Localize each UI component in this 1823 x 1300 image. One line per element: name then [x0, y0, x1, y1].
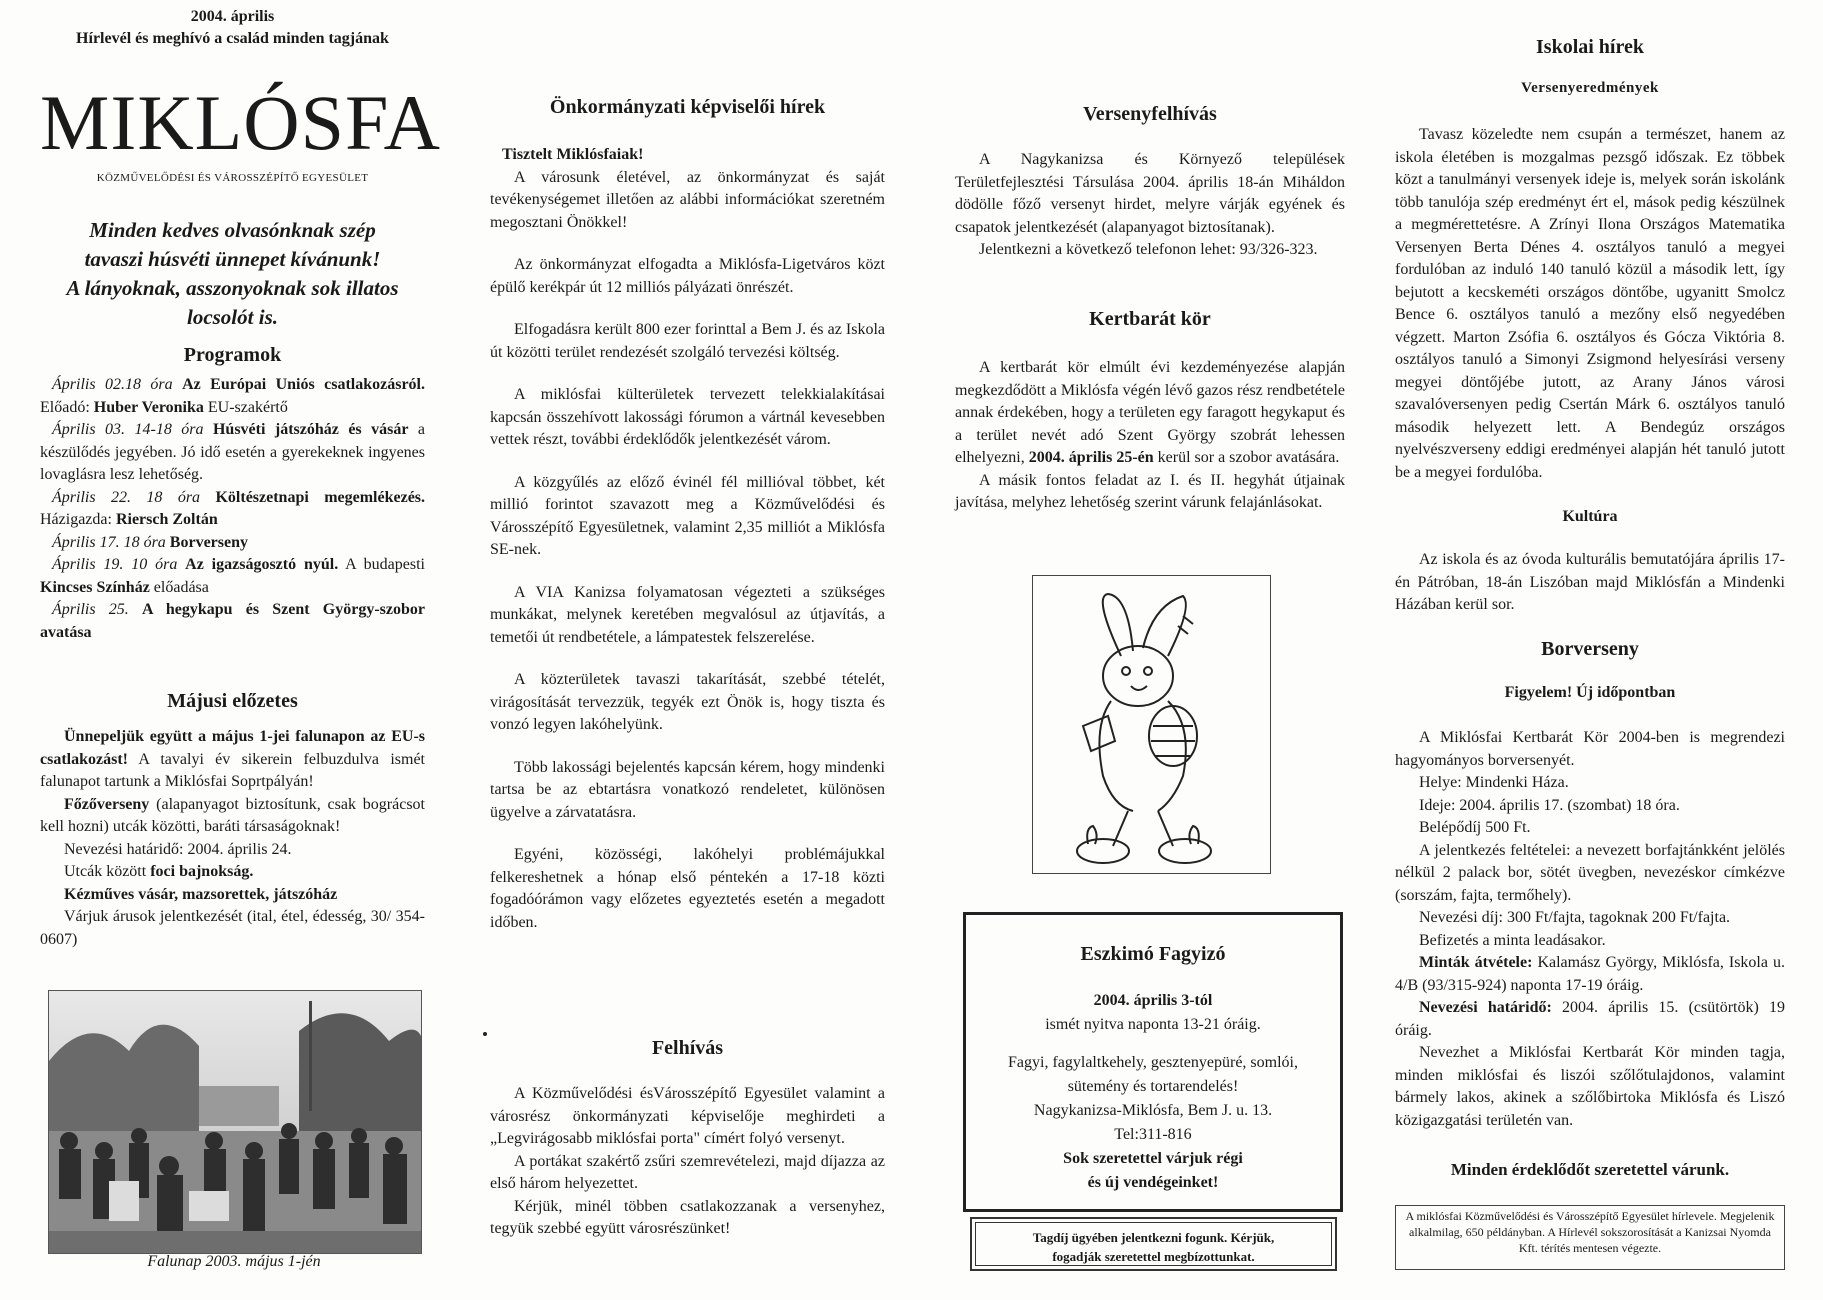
fee-note-line: Tagdíj ügyében jelentkezni fogunk. Kérjük, — [1032, 1230, 1275, 1245]
greeting-line: Minden kedves olvasónknak szép — [89, 218, 376, 242]
salutation: Tisztelt Miklósfaiak! — [502, 146, 644, 163]
council-paragraph: A közterületek tavaszi takarítását, szebbé tételét, virágosítását tervezzük, tegyék ezt Önök is, hogy tiszta és vonzó legyen lakóhelyünk. — [490, 671, 885, 733]
ad-phone: Tel:311-816 — [1114, 1126, 1192, 1143]
may-vendors: Várjuk árusok jelentkezését (ital, étel, édesség, 30/ 354-0607) — [40, 908, 425, 948]
wine-contest-subtitle: Figyelem! Új időpontban — [1504, 684, 1676, 701]
may-deadline: Nevezési határidő: 2004. április 24. — [64, 840, 292, 858]
program-item: Április 19. 10 óra Az igazságosztó nyúl. A budapesti Kincses Színház előadása — [40, 556, 425, 596]
wine-conditions: A jelentkezés feltételei: a nevezett borfajtánkként jelölés nélkül 2 palack bor, sötét üvegben, nevezéskor címkézve (sorszám, fajta, termőhely). — [1395, 841, 1785, 904]
garden-club-body — [955, 357, 1345, 515]
greeting-line: locsolót is. — [186, 305, 278, 329]
call-paragraph: A portákat szakértő zsűri szemrevételezi, majd díjazza az első három helyezettet. — [490, 1152, 885, 1192]
issue-date: 2004. április — [190, 8, 275, 25]
contest-phone: Jelentkezni a következő telefonon lehet: 93/326-323. — [979, 241, 1318, 258]
publisher-info: A miklósfai Közművelődési és Városszépítő Egyesület hírlevele. Megjelenik alkalmilag, 650 példányban. A Hírlevél sokszorosítását a Kanizsai Nyomda Kft. térítés mentesen végezte. — [1395, 1205, 1785, 1270]
wine-contest-body — [1395, 727, 1785, 1132]
call-heading: Felhívás — [651, 1037, 724, 1059]
program-item: Április 22. 18 óra Költészetnapi megemlékezés. Házigazda: Riersch Zoltán — [40, 488, 426, 528]
council-paragraph: A közgyűlés az előző évinél fél millióval többet, két millió forintot szavazott meg a Közművelődési és Városszépítő Egyesületnek, valamint 2,35 milliót a Miklósfa SE-nek. — [490, 473, 885, 558]
wine-entry-fee: Nevezési díj: 300 Ft/fajta, tagoknak 200 Ft/fajta. — [1419, 909, 1731, 926]
fee-note-line: fogadják szeretettel megbízottunkat. — [1052, 1249, 1255, 1264]
council-paragraph: A városunk életével, az önkormányzat és saját tevékenységemet illetően az alábbi információkat szeretném megosztani Önökkel! — [490, 168, 885, 231]
greeting-line: A lányoknak, asszonyoknak sok illatos — [66, 276, 399, 300]
ad-closing: és új vendégeinket! — [1087, 1174, 1219, 1191]
results-heading: Versenyeredmények — [1521, 80, 1659, 96]
may-football: Utcák között foci bajnokság. — [64, 863, 254, 880]
programs-list — [40, 374, 425, 644]
program-item: Április 02.18 óra Az Európai Uniós csatlakozásról. Előadó: Huber Veronika EU-szakértő — [40, 376, 425, 416]
issue-subtitle: Hírlevél és meghívó a család minden tagjának — [76, 30, 389, 47]
council-paragraph: A miklósfai külterületek tervezett telekkialakításai kapcsán összehívott lakossági fórumon a vártnál kevesebben vettek részt, további érdeklődők jelentkezését várom. — [490, 386, 885, 448]
council-paragraph: Az önkormányzat elfogadta a Miklósfa-Ligetváros közt épülő kerékpár út 12 milliós pályázati önrészét. — [490, 256, 885, 296]
ad-body — [966, 989, 1340, 1195]
council-news-heading: Önkormányzati képviselői hírek — [549, 96, 826, 118]
council-paragraph: Több lakossági bejelentés kapcsán kérem, hogy mindenki tartsa be az ebtartásra vonatkozó rendeletet, különösen ügyelve a zárvatatásra. — [490, 758, 885, 821]
call-body — [490, 1083, 885, 1241]
wine-place: Helye: Mindenki Háza. — [1419, 774, 1569, 791]
culture-heading: Kultúra — [1562, 508, 1618, 525]
results-paragraph: Tavasz közeledte nem csupán a természet, hanem az iskola életében is mozgalmas pezsgő időszak. Ez többek közt a tanulmányi versenyek ideje is, melyek során iskolánk több tanulója szép eredményt ért el, mások pedig készülnek a megmérettetésre. A Zrínyi Ilona Országos Matematika Versenyen Berta Dénes 4. osztályos tanuló a megyei fordulóban az induló 140 tanuló közül a második lett, így bejutott a kecskeméti országos döntőbe, ugyanitt Smolcz Bence 6. osztályos tanuló a mezőny első negyedében végzett. Marton Zsófia 6. osztályos és Gócza Viktória 8. osztályos tanuló a Simonyi Zsigmond helyesírási verseny megyei döntőjébe jutott, az Arany János városi szavalóversenyen pedig Csertán Márk 6. osztályos tanuló második helyezett lett. A Bendegúz országos nyelvészverseny eddigi eredményei alapján hét tanuló jutott be a megyei fordulóba. — [1395, 126, 1785, 481]
council-paragraph: A VIA Kanizsa folyamatosan végezteti a szükséges munkákat, melynek keretében megvalósul az útjavítás, a temetői út rendbetétele, a lámpatestek felszerelése. — [490, 583, 885, 646]
wine-intro: A Miklósfai Kertbarát Kör 2004-ben is megrendezi hagyományos borversenyét. — [1395, 729, 1785, 769]
greeting-line: tavaszi húsvéti ünnepet kívánunk! — [84, 247, 381, 271]
village-day-photo — [48, 990, 422, 1254]
contest-body — [955, 149, 1345, 262]
wine-eligibility: Nevezhet a Miklósfai Kertbarát Kör minden tagja, minden miklósfai és liszói szőlőtulajdonos, valamint bármely lakos, akinek a szőlőbirtoka Miklósfa és Liszó közigazgatási területén van. — [1395, 1044, 1785, 1129]
ad-address: Nagykanizsa-Miklósfa, Bem J. u. 13. — [1033, 1102, 1273, 1119]
call-paragraph: Kérjük, minél többen csatlakozzanak a versenyhez, tegyük szebbé együtt városrészünket! — [490, 1197, 885, 1237]
program-item: Április 03. 14-18 óra Húsvéti játszóház és vásár a készülődés jegyében. Jó idő esetén a gyerekeknek ingyenes lovaglásra lesz lehetőség. — [40, 421, 426, 483]
culture-paragraph: Az iskola és az óvoda kulturális bemutatójára április 17-én Pátróban, 18-án Liszóban majd Miklósfán a Mindenki Házában kerül sor. — [1395, 551, 1785, 613]
may-lead: Ünnepeljük együtt a május 1-jei falunapon az EU-s csatlakozást! A tavalyi év sikerein felbuzdulva ismét falunapot tartunk a Miklósfai Soprtpályán! — [40, 728, 425, 790]
programs-heading: Programok — [183, 344, 282, 366]
ad-hours: ismét nyitva naponta 13-21 óráig. — [1045, 1016, 1261, 1033]
may-cooking: Főzőverseny (alapanyagot biztosítunk, csak bográcsot kell hozni) utcák közötti, baráti társaságoknak! — [40, 795, 425, 835]
masthead-title: MIKLÓSFA — [40, 79, 441, 166]
wine-fee: Belépődíj 500 Ft. — [1419, 819, 1531, 836]
easter-bunny-illustration — [1032, 575, 1271, 874]
school-news-heading: Iskolai hírek — [1536, 36, 1644, 58]
garden-paragraph: A kertbarát kör elmúlt évi kezdeményezése alapján megkezdődött a Miklósfa végén lévő gazos rész rendbetétele annak érdekében, hogy a területen egy faragott hegykaput és a terület nevét adó Szent György szobrát lehessen elhelyezni, 2004. április 25-én kerül sor a szobor avatására. — [955, 359, 1345, 466]
wine-samples: Minták átvétele: Kalamász György, Miklósfa, Iskola u. 4/B (93/315-924) naponta 17-19 óráig. — [1395, 954, 1785, 994]
council-paragraph: Elfogadásra került 800 ezer forinttal a Bem J. és az Iskola út közötti terület rendezését szolgáló tervezési költség. — [490, 321, 885, 361]
program-item: Április 17. 18 óra Borverseny — [52, 533, 248, 551]
easter-greeting — [40, 216, 425, 332]
print-dot — [483, 1032, 487, 1036]
may-crafts: Kézműves vásár, mazsorettek, játszóház — [64, 885, 338, 903]
wine-closing: Minden érdeklődőt szeretettel várunk. — [1450, 1160, 1730, 1179]
wine-deadline: Nevezési határidő: 2004. április 15. (csütörtök) 19 óráig. — [1395, 999, 1785, 1039]
wine-contest-heading: Borverseny — [1541, 638, 1639, 660]
ad-products: sütemény és tortarendelés! — [1067, 1078, 1239, 1095]
garden-paragraph: A másik fontos feladat az I. és II. hegyhát útjainak javítása, melyhez lehetőség szerint várunk felajánlásokat. — [955, 471, 1345, 511]
contest-heading: Versenyfelhívás — [1083, 103, 1217, 125]
call-paragraph: A Közművelődési ésVárosszépítő Egyesület valamint a városrész önkormányzati képviselője meghirdeti a „Legvirágosabb miklósfai porta" címért folyó versenyt. — [490, 1085, 885, 1147]
ad-closing: Sok szeretettel várjuk régi — [1063, 1150, 1243, 1167]
contest-paragraph: A Nagykanizsa és Környező települések Területfejlesztési Társulása 2004. április 18-án Miháldon dödölle főző versenyt hirdet, melyre várják egyének és csapatok jelentkezését (alapanyagot biztosítanak). — [955, 151, 1345, 236]
society-name: KÖZMŰVELŐDÉSI ÉS VÁROSSZÉPÍTŐ EGYESÜLET — [96, 172, 369, 184]
garden-club-heading: Kertbarát kör — [1089, 308, 1211, 330]
ad-title: Eszkimó Fagyizó — [1080, 943, 1226, 965]
may-preview-body — [40, 726, 425, 951]
wine-payment: Befizetés a minta leadásakor. — [1419, 931, 1606, 949]
program-item: Április 25. A hegykapu és Szent György-szobor avatása — [40, 601, 425, 641]
ice-cream-ad — [963, 912, 1343, 1212]
photo-caption: Falunap 2003. május 1-jén — [147, 1253, 321, 1270]
council-paragraph: Egyéni, közösségi, lakóhelyi problémájukkal felkereshetnek a hónap első péntekén a 17-18 közti fogadóórámon vagy előzetes egyeztetés esetén a megadott időben. — [490, 846, 885, 931]
issue-header — [40, 6, 425, 50]
ad-date: 2004. április 3-tól — [1093, 992, 1213, 1009]
wine-time: Ideje: 2004. április 17. (szombat) 18 óra. — [1419, 796, 1680, 814]
may-preview-heading: Májusi előzetes — [167, 690, 298, 712]
council-news-body — [490, 144, 885, 934]
bunny-icon — [1033, 576, 1268, 871]
ad-products: Fagyi, fagylaltkehely, gesztenyepüré, somlói, — [1008, 1054, 1298, 1071]
crowd-photo-icon — [49, 991, 421, 1253]
membership-fee-note — [970, 1217, 1337, 1271]
